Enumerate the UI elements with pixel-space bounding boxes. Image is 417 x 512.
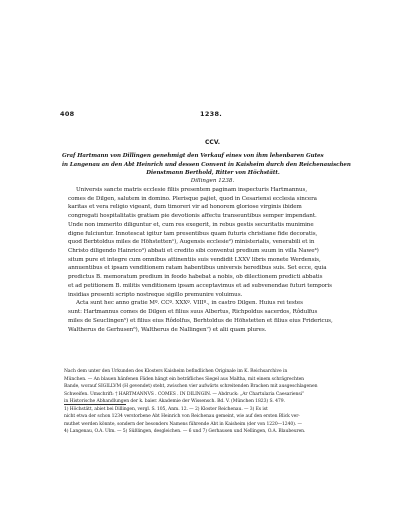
note-line: in Historische Abhandlungen der k. baier. Akademie der Wissensch. Bd. V. (München 1823) S. 479.	[64, 399, 285, 405]
charter-text-line: miles de Seuclingen⁵) et filius eius Rôdolfus, Berhtoldus de Höhstetten et filius eius Fridericus,	[68, 317, 333, 324]
charter-text-line: predictus B. memoratum predium in feodo habebat a nobis, ob dilectionem predicti abbatis	[68, 274, 323, 281]
footnote-rule	[64, 404, 126, 405]
regest-line: Graf Hartmann von Dillingen genehmigt den Verkauf eines von ihm lehenbaren Gutes	[62, 153, 324, 159]
note-line: Bande, worauf SIGILLVM (H gevendet) steht, zwischen vier aufwärts schreitenden Bracken mit ausgeschlagenen	[64, 384, 318, 390]
regest-line: Dienstmann Berthold, Ritter von Höchstätt.	[146, 170, 280, 177]
footnote-line: 4) Langenau, O.A. Ulm. — 5) Süßlingen, desgleichen. — 6 und 7) Gerhausen und Nellingen, O.A. Blaubeuren.	[64, 429, 306, 435]
charter-text-line: insidias presenti scripto nostreque sigillo premunire voluimus.	[68, 291, 243, 298]
running-head-year: 1238.	[200, 110, 223, 118]
note-line: München. — An blauen hänfenen Fäden hängt ein beträfliches Siegel aus Maltha, mit einem schrägrechten	[64, 376, 305, 382]
dateline: Dillingen 1238.	[190, 178, 235, 184]
charter-text-line: sunt: Hartmannus comes de Dilgen et filius suus Albertus, Richpoldus sacerdos, Rôdulfus	[68, 309, 318, 316]
charter-text-line: et ad petitionem B. militis venditionem ipsam acceptavimus et ad subvenendae futuri temporis	[68, 282, 332, 289]
page-header	[60, 110, 365, 120]
charter-text	[68, 186, 364, 334]
charter-text-line: Christo diligendo Hainrico³) abbati et credito sibi conventui predium suum in villa Nawe⁴)	[68, 248, 319, 255]
note-line: Nach dem unter den Urkunden des Klosters Kaisheim befindlichen Originale im K. Reichsarchive in	[64, 369, 288, 374]
charter-text-line: comes de Dilgen, salutem in domino. Plerisque pajiet, quod in Cesariensi ecclesia sincera	[68, 195, 317, 202]
footnotes	[64, 406, 364, 436]
charter-text-line: digne fulciuntur. Innotescat igitur tam presentibus quam futuris christiane fide decoratis,	[68, 230, 318, 237]
charter-text-line: quod Berbtoldus miles de Höhstetten¹), Augensis ecclesie²) ministerialis, venerabili et in	[68, 239, 315, 246]
charter-text-line: karitas et vera religio vigeant, dum timoreri vir ad honorem gloriose virginis ibidem	[68, 204, 302, 211]
footnote-line: 1) Höchstätt, abiet bei Dillingen, vergl. S. 105, Anm. 12. — 2) Kloster Reichenau. — 3) Es ist	[64, 407, 268, 412]
charter-text-line: Waltherus de Gerhusen⁶), Waltherus de Nallingen⁷) et alii quam plures.	[68, 326, 267, 333]
charter-text-line: situm pure et integre cum omnibus attinentiis suis vendidit LXXV libris monete Werdensis,	[68, 256, 321, 263]
footnote-line: muthet werden könnte, sondern der besonders Namens führende Abt in Kaisheim (der von 1220—1240). —	[64, 421, 302, 427]
document-number: CCV.	[205, 139, 220, 146]
charter-text-line: annuentibus et ipsam venditionem ratam habentibus universis heredibus suis. Set ecce, quia	[68, 265, 327, 272]
regest-summary	[62, 152, 364, 178]
charter-text-line: Universis sancte matris ecclesie filiis presentem paginam inspecturis Hartmannus,	[76, 187, 308, 193]
footnote-line: nicht etwa der schon 1234 verstorbene Abt Heinrich von Reichenau gemeint, wie auf den ersten Blick ver-	[64, 414, 300, 420]
charter-text-line: Unde non immerito diliguntur et, cum res exegerit, in rebus gestis securitatis munimine	[68, 221, 314, 228]
charter-text-line: Acta sunt hec anno gratie Mº. CCº. XXXº. VIIIº., in castro Dilgen. Huius rei testes	[76, 300, 303, 307]
source-note	[64, 368, 364, 406]
regest-line: in Langenau an den Abt Heinrich und dessen Convent in Kaisheim durch den Reichenauischen	[62, 161, 351, 168]
charter-text-line: congregati hospitalitatis gratiam pie devotionis affectu transeuntibus semper impendant.	[68, 213, 317, 220]
page-number: 408	[60, 110, 75, 118]
note-line: Schweifen. Umschrift: † HARTMANNVS . COMES . IN DILINGIN. — Abdruck: „Ar Chartularia Caesariensi“	[64, 391, 305, 397]
